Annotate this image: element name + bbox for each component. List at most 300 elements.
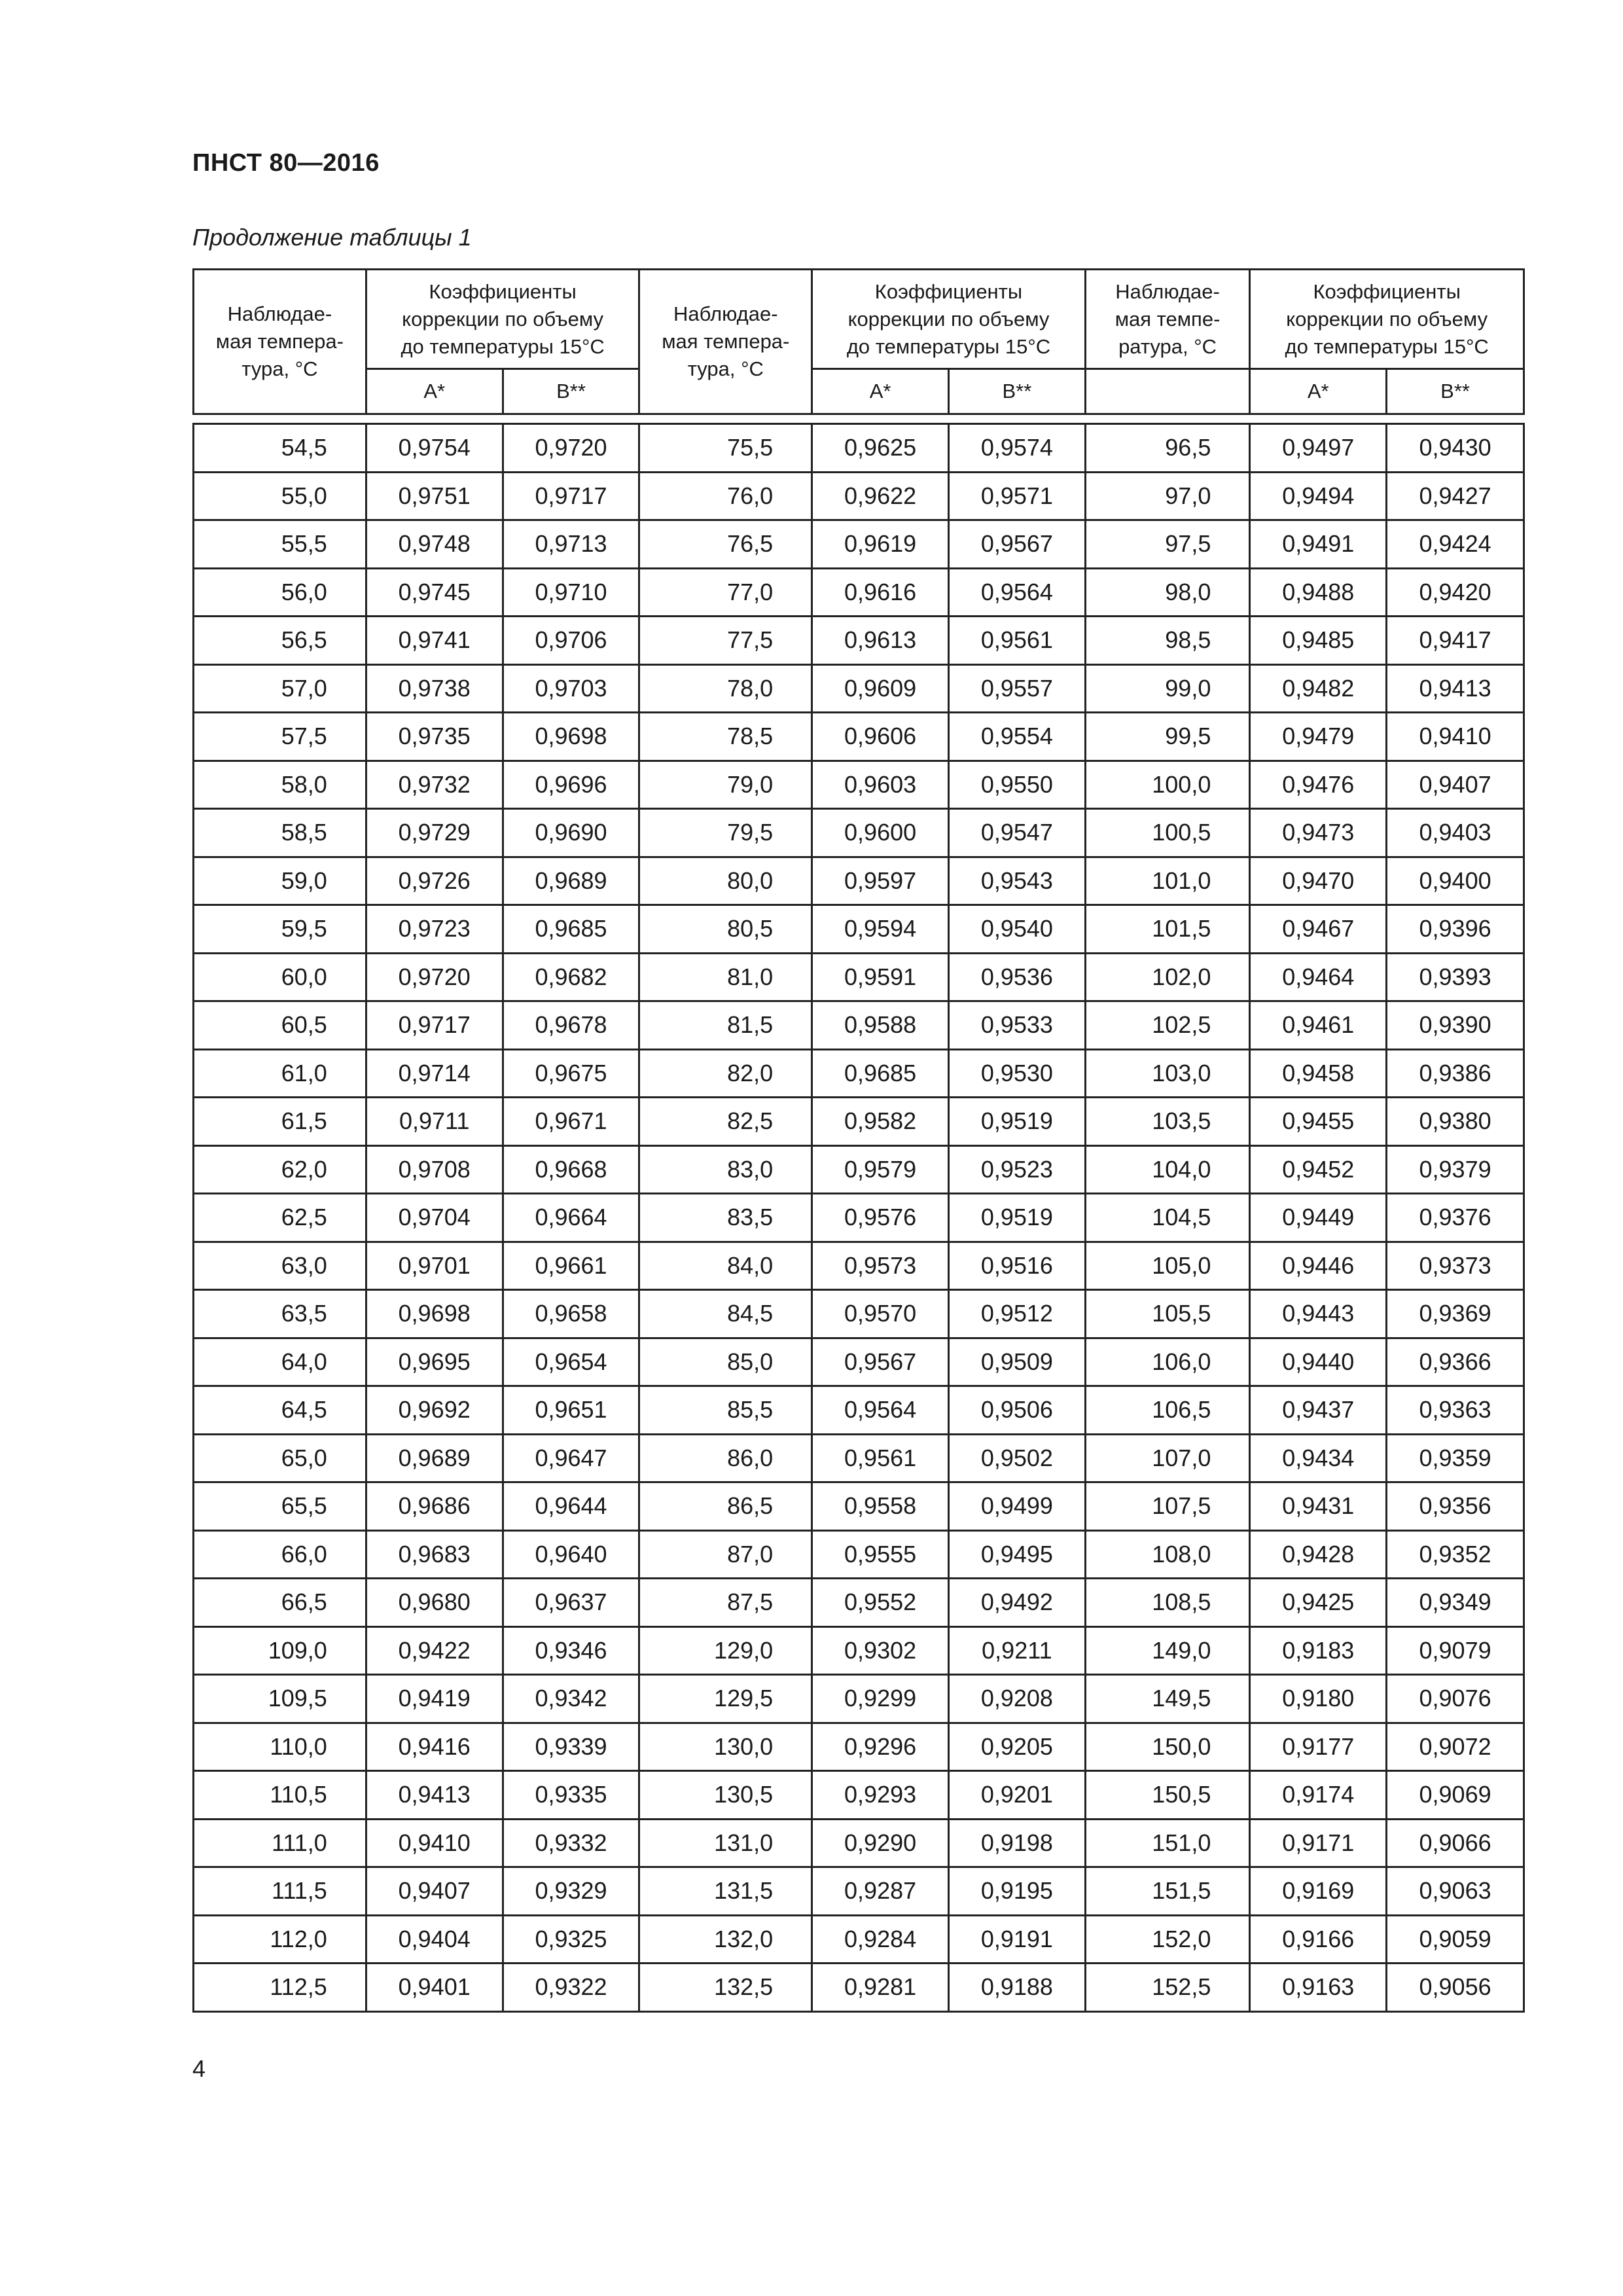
table-row xyxy=(194,1434,1524,1482)
table-row xyxy=(194,424,1524,473)
temperature-cell: 82,5 xyxy=(639,1098,812,1146)
coef-a-cell: 0,9467 xyxy=(1250,905,1387,954)
coef-b-cell: 0,9519 xyxy=(948,1098,1085,1146)
coef-a-cell: 0,9695 xyxy=(366,1338,503,1386)
coef-b-cell: 0,9379 xyxy=(1387,1145,1524,1194)
coef-b-cell: 0,9678 xyxy=(503,1001,639,1050)
coef-b-cell: 0,9325 xyxy=(503,1915,639,1964)
table-row xyxy=(194,809,1524,857)
coef-b-cell: 0,9390 xyxy=(1387,1001,1524,1050)
temperature-cell: 61,0 xyxy=(194,1049,366,1098)
coef-b-cell: 0,9499 xyxy=(948,1482,1085,1531)
coef-a-cell: 0,9169 xyxy=(1250,1867,1387,1916)
coef-b-cell: 0,9201 xyxy=(948,1771,1085,1820)
coef-b-cell: 0,9376 xyxy=(1387,1194,1524,1242)
coef-b-cell: 0,9393 xyxy=(1387,953,1524,1001)
temperature-cell: 81,0 xyxy=(639,953,812,1001)
table-row xyxy=(194,1242,1524,1290)
temperature-cell: 109,5 xyxy=(194,1675,366,1723)
temperature-cell: 102,0 xyxy=(1085,953,1250,1001)
coef-a-cell: 0,9576 xyxy=(812,1194,949,1242)
coef-b-cell: 0,9329 xyxy=(503,1867,639,1916)
temperature-cell: 80,0 xyxy=(639,857,812,905)
coef-b-cell: 0,9059 xyxy=(1387,1915,1524,1964)
table-row xyxy=(194,1482,1524,1531)
coef-a-cell: 0,9166 xyxy=(1250,1915,1387,1964)
temperature-cell: 64,5 xyxy=(194,1386,366,1435)
coef-a-cell: 0,9741 xyxy=(366,617,503,665)
coef-b-cell: 0,9706 xyxy=(503,617,639,665)
temperature-cell: 57,5 xyxy=(194,713,366,761)
temperature-cell: 79,5 xyxy=(639,809,812,857)
coef-b-cell: 0,9640 xyxy=(503,1530,639,1579)
table-row xyxy=(194,1771,1524,1820)
table-row xyxy=(194,953,1524,1001)
coef-a-cell: 0,9570 xyxy=(812,1290,949,1338)
coef-b-cell: 0,9710 xyxy=(503,568,639,617)
temperature-cell: 59,5 xyxy=(194,905,366,954)
temperature-cell: 60,0 xyxy=(194,953,366,1001)
coef-a-cell: 0,9552 xyxy=(812,1579,949,1627)
coef-b-cell: 0,9502 xyxy=(948,1434,1085,1482)
coef-b-cell: 0,9533 xyxy=(948,1001,1085,1050)
coef-a-cell: 0,9735 xyxy=(366,713,503,761)
temperature-cell: 132,5 xyxy=(639,1964,812,2012)
coef-a-cell: 0,9443 xyxy=(1250,1290,1387,1338)
coef-a-cell: 0,9407 xyxy=(366,1867,503,1916)
coef-a-cell: 0,9723 xyxy=(366,905,503,954)
coef-b-cell: 0,9557 xyxy=(948,664,1085,713)
correction-table xyxy=(192,268,1525,2013)
coef-a-cell: 0,9183 xyxy=(1250,1626,1387,1675)
coef-a-cell: 0,9485 xyxy=(1250,617,1387,665)
temperature-cell: 132,0 xyxy=(639,1915,812,1964)
temperature-cell: 58,5 xyxy=(194,809,366,857)
temperature-cell: 85,0 xyxy=(639,1338,812,1386)
coef-a-cell: 0,9564 xyxy=(812,1386,949,1435)
coef-b-cell: 0,9205 xyxy=(948,1723,1085,1771)
temperature-cell: 55,5 xyxy=(194,520,366,569)
table-row xyxy=(194,761,1524,809)
table-row xyxy=(194,713,1524,761)
table-row xyxy=(194,1049,1524,1098)
coef-b-cell: 0,9424 xyxy=(1387,520,1524,569)
temperature-cell: 77,0 xyxy=(639,568,812,617)
coef-b-cell: 0,9651 xyxy=(503,1386,639,1435)
table-row xyxy=(194,1579,1524,1627)
coef-b-cell: 0,9540 xyxy=(948,905,1085,954)
temperature-cell: 112,5 xyxy=(194,1964,366,2012)
coef-a-cell: 0,9751 xyxy=(366,472,503,520)
coef-a-cell: 0,9425 xyxy=(1250,1579,1387,1627)
header-col-b-2: B** xyxy=(948,369,1085,414)
coef-b-cell: 0,9366 xyxy=(1387,1338,1524,1386)
coef-b-cell: 0,9417 xyxy=(1387,617,1524,665)
temperature-cell: 97,0 xyxy=(1085,472,1250,520)
coef-b-cell: 0,9512 xyxy=(948,1290,1085,1338)
coef-a-cell: 0,9685 xyxy=(812,1049,949,1098)
coef-a-cell: 0,9745 xyxy=(366,568,503,617)
coef-b-cell: 0,9658 xyxy=(503,1290,639,1338)
coef-b-cell: 0,9335 xyxy=(503,1771,639,1820)
coef-b-cell: 0,9530 xyxy=(948,1049,1085,1098)
coef-a-cell: 0,9613 xyxy=(812,617,949,665)
coef-b-cell: 0,9208 xyxy=(948,1675,1085,1723)
coef-a-cell: 0,9296 xyxy=(812,1723,949,1771)
coef-a-cell: 0,9434 xyxy=(1250,1434,1387,1482)
coef-a-cell: 0,9683 xyxy=(366,1530,503,1579)
coef-a-cell: 0,9449 xyxy=(1250,1194,1387,1242)
temperature-cell: 105,0 xyxy=(1085,1242,1250,1290)
coef-a-cell: 0,9299 xyxy=(812,1675,949,1723)
temperature-cell: 76,0 xyxy=(639,472,812,520)
header-col-a-2: A* xyxy=(812,369,949,414)
temperature-cell: 86,0 xyxy=(639,1434,812,1482)
coef-b-cell: 0,9685 xyxy=(503,905,639,954)
temperature-cell: 83,0 xyxy=(639,1145,812,1194)
table-row xyxy=(194,1915,1524,1964)
table-row xyxy=(194,1001,1524,1050)
temperature-cell: 151,0 xyxy=(1085,1819,1250,1867)
coef-b-cell: 0,9536 xyxy=(948,953,1085,1001)
coef-b-cell: 0,9407 xyxy=(1387,761,1524,809)
coef-b-cell: 0,9373 xyxy=(1387,1242,1524,1290)
header-coef-1: Коэффициенты коррекции по объему до температуры 15°С xyxy=(366,270,639,369)
temperature-cell: 110,5 xyxy=(194,1771,366,1820)
temperature-cell: 85,5 xyxy=(639,1386,812,1435)
temperature-cell: 97,5 xyxy=(1085,520,1250,569)
coef-b-cell: 0,9647 xyxy=(503,1434,639,1482)
header-temp-3: Наблюдае- мая темпе- ратура, °С xyxy=(1085,270,1250,369)
coef-b-cell: 0,9720 xyxy=(503,424,639,473)
coef-a-cell: 0,9680 xyxy=(366,1579,503,1627)
header-empty-3 xyxy=(1085,369,1250,414)
table-row xyxy=(194,617,1524,665)
temperature-cell: 84,0 xyxy=(639,1242,812,1290)
coef-a-cell: 0,9625 xyxy=(812,424,949,473)
temperature-cell: 149,5 xyxy=(1085,1675,1250,1723)
temperature-cell: 75,5 xyxy=(639,424,812,473)
coef-b-cell: 0,9567 xyxy=(948,520,1085,569)
coef-a-cell: 0,9494 xyxy=(1250,472,1387,520)
header-temp-1: Наблюдае- мая темпера- тура, °С xyxy=(194,270,366,414)
table-row xyxy=(194,1290,1524,1338)
table-row xyxy=(194,1964,1524,2012)
temperature-cell: 103,5 xyxy=(1085,1098,1250,1146)
coef-a-cell: 0,9455 xyxy=(1250,1098,1387,1146)
coef-a-cell: 0,9287 xyxy=(812,1867,949,1916)
temperature-cell: 102,5 xyxy=(1085,1001,1250,1050)
coef-a-cell: 0,9603 xyxy=(812,761,949,809)
coef-b-cell: 0,9410 xyxy=(1387,713,1524,761)
coef-a-cell: 0,9701 xyxy=(366,1242,503,1290)
header-col-a-3: A* xyxy=(1250,369,1387,414)
temperature-cell: 54,5 xyxy=(194,424,366,473)
temperature-cell: 101,5 xyxy=(1085,905,1250,954)
coef-b-cell: 0,9369 xyxy=(1387,1290,1524,1338)
temperature-cell: 150,0 xyxy=(1085,1723,1250,1771)
coef-b-cell: 0,9063 xyxy=(1387,1867,1524,1916)
temperature-cell: 104,5 xyxy=(1085,1194,1250,1242)
coef-b-cell: 0,9574 xyxy=(948,424,1085,473)
coef-a-cell: 0,9431 xyxy=(1250,1482,1387,1531)
coef-b-cell: 0,9717 xyxy=(503,472,639,520)
coef-a-cell: 0,9686 xyxy=(366,1482,503,1531)
temperature-cell: 80,5 xyxy=(639,905,812,954)
coef-b-cell: 0,9675 xyxy=(503,1049,639,1098)
coef-a-cell: 0,9302 xyxy=(812,1626,949,1675)
coef-b-cell: 0,9403 xyxy=(1387,809,1524,857)
temperature-cell: 106,5 xyxy=(1085,1386,1250,1435)
temperature-cell: 62,5 xyxy=(194,1194,366,1242)
coef-b-cell: 0,9198 xyxy=(948,1819,1085,1867)
table-row xyxy=(194,1867,1524,1916)
coef-b-cell: 0,9654 xyxy=(503,1338,639,1386)
table-body xyxy=(194,424,1524,2012)
coef-a-cell: 0,9401 xyxy=(366,1964,503,2012)
coef-a-cell: 0,9290 xyxy=(812,1819,949,1867)
temperature-cell: 101,0 xyxy=(1085,857,1250,905)
table-row xyxy=(194,1145,1524,1194)
coef-a-cell: 0,9281 xyxy=(812,1964,949,2012)
temperature-cell: 99,0 xyxy=(1085,664,1250,713)
coef-a-cell: 0,9555 xyxy=(812,1530,949,1579)
coef-b-cell: 0,9571 xyxy=(948,472,1085,520)
temperature-cell: 131,0 xyxy=(639,1819,812,1867)
coef-a-cell: 0,9413 xyxy=(366,1771,503,1820)
coef-b-cell: 0,9564 xyxy=(948,568,1085,617)
coef-b-cell: 0,9430 xyxy=(1387,424,1524,473)
coef-a-cell: 0,9491 xyxy=(1250,520,1387,569)
temperature-cell: 63,5 xyxy=(194,1290,366,1338)
table-row xyxy=(194,1098,1524,1146)
coef-b-cell: 0,9682 xyxy=(503,953,639,1001)
coef-a-cell: 0,9428 xyxy=(1250,1530,1387,1579)
temperature-cell: 100,0 xyxy=(1085,761,1250,809)
temperature-cell: 152,5 xyxy=(1085,1964,1250,2012)
coef-b-cell: 0,9696 xyxy=(503,761,639,809)
coef-b-cell: 0,9427 xyxy=(1387,472,1524,520)
coef-a-cell: 0,9732 xyxy=(366,761,503,809)
coef-b-cell: 0,9420 xyxy=(1387,568,1524,617)
temperature-cell: 107,0 xyxy=(1085,1434,1250,1482)
coef-b-cell: 0,9637 xyxy=(503,1579,639,1627)
table-row xyxy=(194,1338,1524,1386)
coef-b-cell: 0,9079 xyxy=(1387,1626,1524,1675)
coef-b-cell: 0,9506 xyxy=(948,1386,1085,1435)
temperature-cell: 64,0 xyxy=(194,1338,366,1386)
coef-b-cell: 0,9495 xyxy=(948,1530,1085,1579)
table-row xyxy=(194,1530,1524,1579)
coef-b-cell: 0,9188 xyxy=(948,1964,1085,2012)
temperature-cell: 66,5 xyxy=(194,1579,366,1627)
temperature-cell: 66,0 xyxy=(194,1530,366,1579)
temperature-cell: 100,5 xyxy=(1085,809,1250,857)
coef-a-cell: 0,9464 xyxy=(1250,953,1387,1001)
coef-b-cell: 0,9191 xyxy=(948,1915,1085,1964)
coef-a-cell: 0,9561 xyxy=(812,1434,949,1482)
temperature-cell: 150,5 xyxy=(1085,1771,1250,1820)
coef-b-cell: 0,9413 xyxy=(1387,664,1524,713)
temperature-cell: 129,5 xyxy=(639,1675,812,1723)
table-row xyxy=(194,1626,1524,1675)
temperature-cell: 58,0 xyxy=(194,761,366,809)
coef-a-cell: 0,9591 xyxy=(812,953,949,1001)
header-col-a-1: A* xyxy=(366,369,503,414)
temperature-cell: 59,0 xyxy=(194,857,366,905)
coef-a-cell: 0,9452 xyxy=(1250,1145,1387,1194)
coef-a-cell: 0,9497 xyxy=(1250,424,1387,473)
table-row xyxy=(194,1386,1524,1435)
coef-a-cell: 0,9717 xyxy=(366,1001,503,1050)
coef-a-cell: 0,9622 xyxy=(812,472,949,520)
coef-b-cell: 0,9400 xyxy=(1387,857,1524,905)
table-row xyxy=(194,664,1524,713)
coef-a-cell: 0,9476 xyxy=(1250,761,1387,809)
coef-a-cell: 0,9416 xyxy=(366,1723,503,1771)
coef-a-cell: 0,9404 xyxy=(366,1915,503,1964)
temperature-cell: 111,5 xyxy=(194,1867,366,1916)
coef-a-cell: 0,9594 xyxy=(812,905,949,954)
temperature-cell: 104,0 xyxy=(1085,1145,1250,1194)
document-code: ПНСТ 80—2016 xyxy=(192,149,380,177)
coef-b-cell: 0,9664 xyxy=(503,1194,639,1242)
coef-a-cell: 0,9616 xyxy=(812,568,949,617)
coef-b-cell: 0,9339 xyxy=(503,1723,639,1771)
temperature-cell: 96,5 xyxy=(1085,424,1250,473)
table-row xyxy=(194,472,1524,520)
temperature-cell: 98,0 xyxy=(1085,568,1250,617)
header-col-b-1: B** xyxy=(503,369,639,414)
temperature-cell: 56,0 xyxy=(194,568,366,617)
table-row xyxy=(194,1819,1524,1867)
coef-b-cell: 0,9519 xyxy=(948,1194,1085,1242)
coef-b-cell: 0,9346 xyxy=(503,1626,639,1675)
temperature-cell: 112,0 xyxy=(194,1915,366,1964)
coef-a-cell: 0,9482 xyxy=(1250,664,1387,713)
temperature-cell: 57,0 xyxy=(194,664,366,713)
coef-a-cell: 0,9698 xyxy=(366,1290,503,1338)
header-col-b-3: B** xyxy=(1387,369,1524,414)
coef-b-cell: 0,9396 xyxy=(1387,905,1524,954)
coef-a-cell: 0,9582 xyxy=(812,1098,949,1146)
coef-a-cell: 0,9284 xyxy=(812,1915,949,1964)
temperature-cell: 98,5 xyxy=(1085,617,1250,665)
temperature-cell: 65,0 xyxy=(194,1434,366,1482)
temperature-cell: 84,5 xyxy=(639,1290,812,1338)
temperature-cell: 61,5 xyxy=(194,1098,366,1146)
table-row xyxy=(194,1675,1524,1723)
temperature-cell: 108,5 xyxy=(1085,1579,1250,1627)
temperature-cell: 111,0 xyxy=(194,1819,366,1867)
temperature-cell: 82,0 xyxy=(639,1049,812,1098)
coef-b-cell: 0,9349 xyxy=(1387,1579,1524,1627)
coef-a-cell: 0,9748 xyxy=(366,520,503,569)
temperature-cell: 87,0 xyxy=(639,1530,812,1579)
temperature-cell: 106,0 xyxy=(1085,1338,1250,1386)
coef-a-cell: 0,9567 xyxy=(812,1338,949,1386)
coef-a-cell: 0,9597 xyxy=(812,857,949,905)
coef-b-cell: 0,9380 xyxy=(1387,1098,1524,1146)
temperature-cell: 103,0 xyxy=(1085,1049,1250,1098)
coef-b-cell: 0,9492 xyxy=(948,1579,1085,1627)
coef-a-cell: 0,9488 xyxy=(1250,568,1387,617)
coef-b-cell: 0,9195 xyxy=(948,1867,1085,1916)
coef-a-cell: 0,9174 xyxy=(1250,1771,1387,1820)
coef-a-cell: 0,9714 xyxy=(366,1049,503,1098)
temperature-cell: 151,5 xyxy=(1085,1867,1250,1916)
header-spacer xyxy=(194,414,1524,424)
temperature-cell: 110,0 xyxy=(194,1723,366,1771)
header-coef-2: Коэффициенты коррекции по объему до температуры 15°С xyxy=(812,270,1086,369)
coef-a-cell: 0,9422 xyxy=(366,1626,503,1675)
temperature-cell: 81,5 xyxy=(639,1001,812,1050)
coef-a-cell: 0,9180 xyxy=(1250,1675,1387,1723)
coef-a-cell: 0,9461 xyxy=(1250,1001,1387,1050)
coef-b-cell: 0,9332 xyxy=(503,1819,639,1867)
temperature-cell: 105,5 xyxy=(1085,1290,1250,1338)
temperature-cell: 149,0 xyxy=(1085,1626,1250,1675)
coef-b-cell: 0,9689 xyxy=(503,857,639,905)
coef-b-cell: 0,9509 xyxy=(948,1338,1085,1386)
coef-a-cell: 0,9437 xyxy=(1250,1386,1387,1435)
temperature-cell: 108,0 xyxy=(1085,1530,1250,1579)
temperature-cell: 60,5 xyxy=(194,1001,366,1050)
coef-a-cell: 0,9754 xyxy=(366,424,503,473)
coef-b-cell: 0,9211 xyxy=(948,1626,1085,1675)
coef-a-cell: 0,9704 xyxy=(366,1194,503,1242)
coef-b-cell: 0,9516 xyxy=(948,1242,1085,1290)
coef-b-cell: 0,9359 xyxy=(1387,1434,1524,1482)
coef-a-cell: 0,9738 xyxy=(366,664,503,713)
coef-b-cell: 0,9661 xyxy=(503,1242,639,1290)
coef-b-cell: 0,9056 xyxy=(1387,1964,1524,2012)
coef-a-cell: 0,9619 xyxy=(812,520,949,569)
temperature-cell: 109,0 xyxy=(194,1626,366,1675)
temperature-cell: 99,5 xyxy=(1085,713,1250,761)
coef-b-cell: 0,9698 xyxy=(503,713,639,761)
table-row xyxy=(194,568,1524,617)
temperature-cell: 83,5 xyxy=(639,1194,812,1242)
coef-b-cell: 0,9644 xyxy=(503,1482,639,1531)
temperature-cell: 56,5 xyxy=(194,617,366,665)
coef-b-cell: 0,9561 xyxy=(948,617,1085,665)
coef-a-cell: 0,9711 xyxy=(366,1098,503,1146)
coef-a-cell: 0,9163 xyxy=(1250,1964,1387,2012)
temperature-cell: 78,0 xyxy=(639,664,812,713)
page-number: 4 xyxy=(192,2055,206,2082)
table-row xyxy=(194,905,1524,954)
coef-b-cell: 0,9543 xyxy=(948,857,1085,905)
coef-a-cell: 0,9689 xyxy=(366,1434,503,1482)
coef-b-cell: 0,9523 xyxy=(948,1145,1085,1194)
coef-a-cell: 0,9419 xyxy=(366,1675,503,1723)
temperature-cell: 152,0 xyxy=(1085,1915,1250,1964)
coef-b-cell: 0,9069 xyxy=(1387,1771,1524,1820)
coef-a-cell: 0,9479 xyxy=(1250,713,1387,761)
coef-a-cell: 0,9726 xyxy=(366,857,503,905)
coef-a-cell: 0,9609 xyxy=(812,664,949,713)
coef-b-cell: 0,9072 xyxy=(1387,1723,1524,1771)
table-row xyxy=(194,857,1524,905)
coef-b-cell: 0,9352 xyxy=(1387,1530,1524,1579)
temperature-cell: 77,5 xyxy=(639,617,812,665)
coef-a-cell: 0,9606 xyxy=(812,713,949,761)
temperature-cell: 62,0 xyxy=(194,1145,366,1194)
coef-b-cell: 0,9547 xyxy=(948,809,1085,857)
temperature-cell: 76,5 xyxy=(639,520,812,569)
coef-a-cell: 0,9600 xyxy=(812,809,949,857)
